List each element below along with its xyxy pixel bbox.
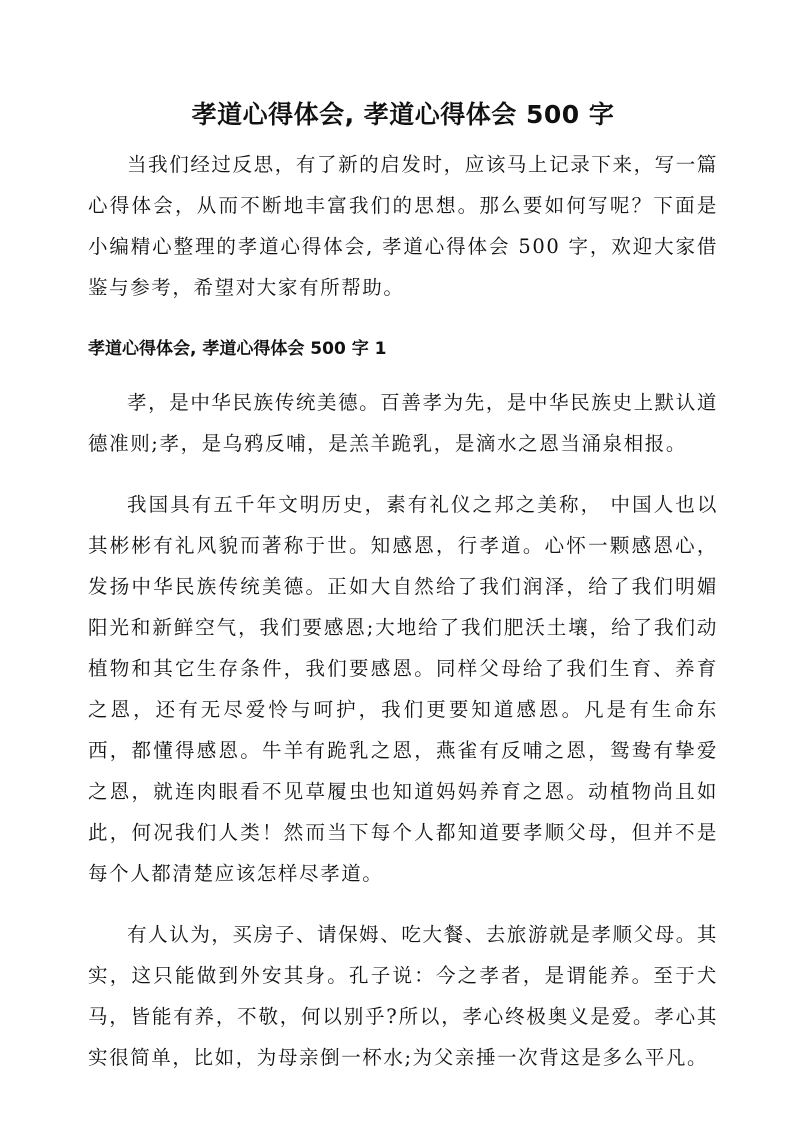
section-heading: 孝道心得体会, 孝道心得体会 500 字 1 [88, 339, 387, 359]
intro-paragraph: 当我们经过反思，有了新的启发时，应该马上记录下来，写一篇心得体会，从而不断地丰富我们的思想。那么要如何写呢？下面是小编精心整理的孝道心得体会, 孝道心得体会 500 字，欢迎大家借鉴与参考，希望对大家有所帮助。 [88, 153, 718, 299]
body-paragraph-1: 孝，是中华民族传统美德。百善孝为先，是中华民族史上默认道德准则;孝，是乌鸦反哺，是羔羊跪乳，是滴水之恩当涌泉相报。 [88, 391, 718, 455]
body-paragraph-3: 有人认为，买房子、请保姆、吃大餐、去旅游就是孝顺父母。其实，这只能做到外安其身。孔子说：今之孝者，是谓能养。至于犬马，皆能有养，不敬，何以别乎?所以，孝心终极奥义是爱。孝心其实很简单，比如，为母亲倒一杯水;为父亲捶一次背这是多么平凡。 [88, 923, 718, 1069]
body-paragraph-2: 我国具有五千年文明历史，素有礼仪之邦之美称， 中国人也以其彬彬有礼风貌而著称于世。知感恩，行孝道。心怀一颗感恩心，发扬中华民族传统美德。正如大自然给了我们润泽，给了我们明媚阳光和新鲜空气，我们要感恩;大地给了我们肥沃土壤，给了我们动植物和其它生存条件，我们要感恩。同样父母给了我们生育、养育之恩，还有无尽爱怜与呵护，我们更要知道感恩。凡是有生命东西，都懂得感恩。牛羊有跪乳之恩，燕雀有反哺之恩，鸳鸯有挚爱之恩，就连肉眼看不见草履虫也知道妈妈养育之恩。动植物尚且如此，何况我们人类！然而当下每个人都知道要孝顺父母，但并不是每个人都清楚应该怎样尽孝道。 [88, 493, 718, 885]
document-title: 孝道心得体会, 孝道心得体会 500 字 [191, 100, 615, 129]
